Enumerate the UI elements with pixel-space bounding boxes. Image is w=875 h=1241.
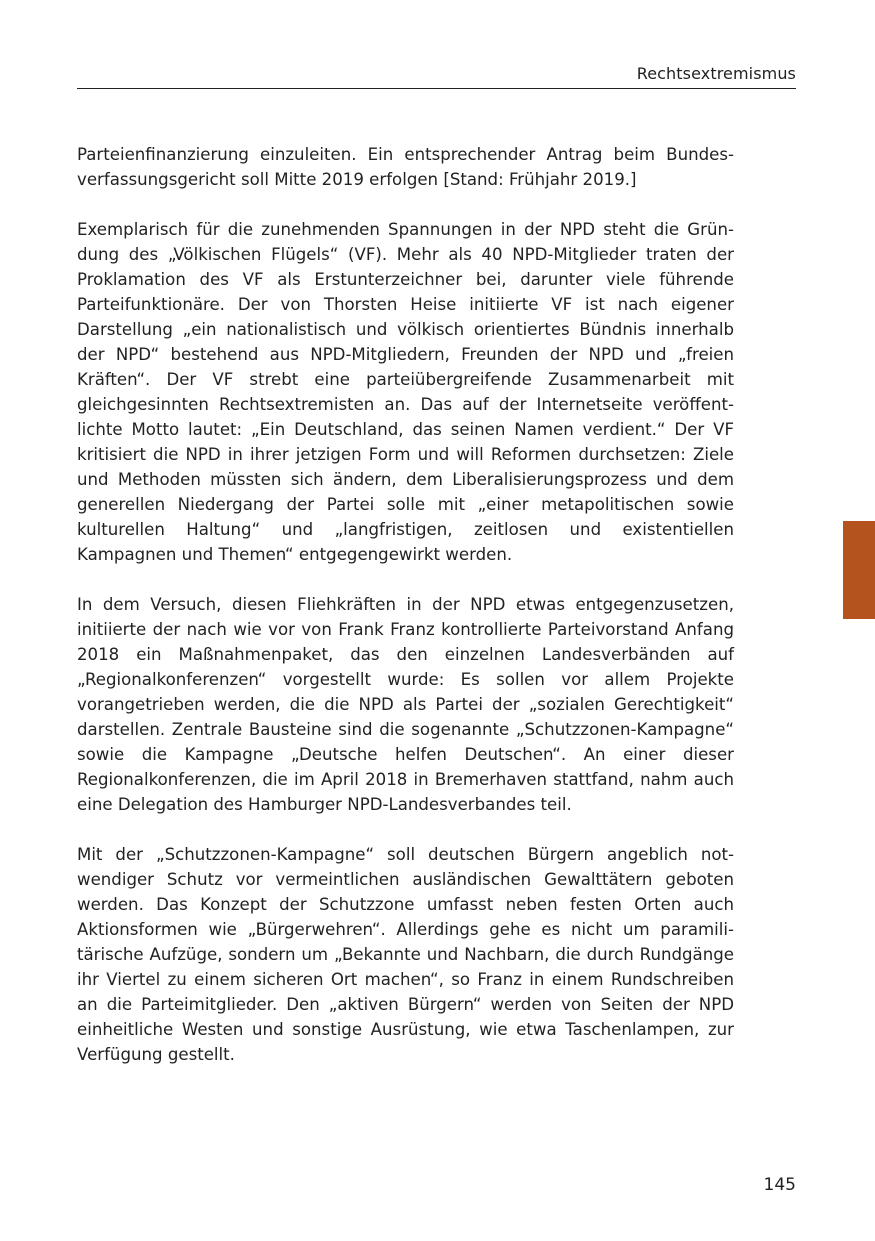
paragraph-2: Exemplarisch für die zunehmenden Spannungen in der NPD steht die Gründung des „Völkischen Flügels“ (VF). Mehr als 40 NPD-Mitglieder traten der Proklamation des VF als Erstunterzeichner bei, darunter viele führende Parteifunktionäre. Der von Thorsten Heise initiierte VF ist nach eigener Darstellung „ein nationalistisch und völkisch orientiertes Bündnis innerhalb der NPD“ bestehend aus NPD-Mitgliedern, Freunden der NPD und „freien Kräften“. Der VF strebt eine parteiübergreifende Zusammenarbeit mit gleichgesinnten Rechtsextremisten an. Das auf der Internetseite veröffentlichte Motto lautet: „Ein Deutschland, das seinen Namen verdient.“ Der VF kritisiert die NPD in ihrer jetzigen Form und will Reformen durchsetzen: Ziele und Methoden müssten sich ändern, dem Liberalisierungsprozess und dem generellen Niedergang der Partei solle mit „einer metapolitischen sowie kulturellen Haltung“ und „langfristigen, zeitlosen und existentiellen Kampagnen und Themen“ entgegengewirkt werden. xyxy=(77,220,734,564)
page-number: 145 xyxy=(763,1175,796,1195)
header-divider xyxy=(77,88,796,89)
body-text xyxy=(77,142,734,1092)
paragraph-1: Parteienfinanzierung einzuleiten. Ein entsprechender Antrag beim Bundesverfassungsgericht soll Mitte 2019 erfolgen [Stand: Frühjahr 2019.] xyxy=(77,145,734,189)
paragraph-3: In dem Versuch, diesen Fliehkräften in der NPD etwas entgegenzusetzen, initiierte der nach wie vor von Frank Franz kontrollierte Parteivorstand Anfang 2018 ein Maßnahmenpaket, das den einzelnen Landesverbänden auf „Regionalkonferenzen“ vorgestellt wurde: Es sollen vor allem Projekte vorangetrieben werden, die die NPD als Partei der „sozialen Gerechtigkeit“ darstellen. Zentrale Bausteine sind die sogenannte „Schutzzonen-Kampagne“ sowie die Kampagne „Deutsche helfen Deutschen“. An einer dieser Regionalkonferenzen, die im April 2018 in Bremerhaven stattfand, nahm auch eine Delegation des Hamburger NPD-Landesverbandes teil. xyxy=(77,595,734,814)
chapter-marker-tab xyxy=(843,521,875,619)
paragraph-4: Mit der „Schutzzonen-Kampagne“ soll deutschen Bürgern angeblich notwendiger Schutz vor vermeintlichen ausländischen Gewalttätern geboten werden. Das Konzept der Schutzzone umfasst neben festen Orten auch Aktionsformen wie „Bürgerwehren“. Allerdings gehe es nicht um paramilitärische Aufzüge, sondern um „Bekannte und Nachbarn, die durch Rundgänge ihr Viertel zu einem sicheren Ort machen“, so Franz in einem Rundschreiben an die Parteimitglieder. Den „aktiven Bürgern“ werden von Seiten der NPD einheitliche Westen und sonstige Ausrüstung, wie etwa Taschenlampen, zur Verfügung gestellt. xyxy=(77,845,734,1064)
running-header-title: Rechtsextremismus xyxy=(636,64,796,83)
